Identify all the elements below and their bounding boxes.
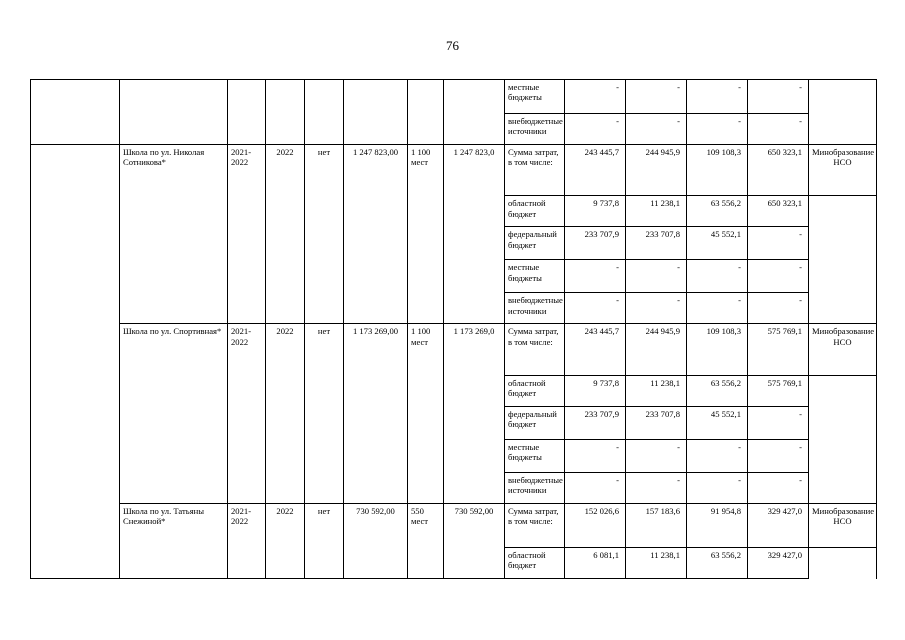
value-2021: - (626, 80, 687, 114)
value-2021: - (626, 293, 687, 324)
value-2022: 45 552,1 (687, 406, 748, 439)
value-total: 575 769,1 (748, 324, 809, 376)
value-2022: 45 552,1 (687, 227, 748, 260)
flag: нет (305, 503, 344, 578)
funding-source: Сумма затрат, в том числе: (505, 324, 565, 376)
year: 2022 (266, 144, 305, 323)
owner: Минобразование НСО (809, 144, 877, 196)
cost: 1 247 823,00 (344, 144, 408, 323)
owner-empty (809, 547, 877, 578)
period: 2021-2022 (228, 324, 266, 503)
year: 2022 (266, 324, 305, 503)
period: 2021-2022 (228, 144, 266, 323)
owner: Минобразование НСО (809, 503, 877, 547)
flag (305, 80, 344, 145)
owner-empty (809, 375, 877, 406)
value-2020: 6 081,1 (565, 547, 626, 578)
owner-empty (809, 439, 877, 472)
value-2020: 152 026,6 (565, 503, 626, 547)
value-2021: 11 238,1 (626, 196, 687, 227)
value-total: 329 427,0 (748, 547, 809, 578)
value-2020: - (565, 472, 626, 503)
funding-source: областной бюджет (505, 547, 565, 578)
value-2021: 11 238,1 (626, 547, 687, 578)
owner-empty (809, 406, 877, 439)
value-2022: 109 108,3 (687, 324, 748, 376)
value-2022: 63 556,2 (687, 196, 748, 227)
value-total: - (748, 439, 809, 472)
funding-source: внебюджетные источники (505, 114, 565, 145)
value-2022: 91 954,8 (687, 503, 748, 547)
cost (344, 80, 408, 145)
funding-source: федеральный бюджет (505, 227, 565, 260)
amount: 1 247 823,0 (444, 144, 505, 323)
funding-source: федеральный бюджет (505, 406, 565, 439)
project-name (120, 80, 228, 145)
table-row (31, 80, 877, 114)
value-2021: 244 945,9 (626, 144, 687, 196)
value-2020: 9 737,8 (565, 196, 626, 227)
value-2021: 11 238,1 (626, 375, 687, 406)
value-2021: - (626, 114, 687, 145)
value-total: - (748, 260, 809, 293)
value-2022: - (687, 472, 748, 503)
value-2021: 233 707,8 (626, 406, 687, 439)
value-total: - (748, 293, 809, 324)
project-name: Школа по ул. Татьяны Снежиной* (120, 503, 228, 578)
table-row (31, 144, 877, 196)
value-2020: - (565, 439, 626, 472)
value-2022: - (687, 293, 748, 324)
value-2021: - (626, 439, 687, 472)
value-2021: - (626, 260, 687, 293)
value-total: - (748, 227, 809, 260)
value-2021: - (626, 472, 687, 503)
period: 2021-2022 (228, 503, 266, 578)
value-2020: 233 707,9 (565, 227, 626, 260)
owner-empty (809, 293, 877, 324)
value-total: - (748, 406, 809, 439)
funding-source: внебюджетные источники (505, 293, 565, 324)
funding-source: местные бюджеты (505, 260, 565, 293)
value-total: 650 323,1 (748, 144, 809, 196)
value-2020: - (565, 260, 626, 293)
value-2022: - (687, 114, 748, 145)
value-2020: 9 737,8 (565, 375, 626, 406)
funding-source: Сумма затрат, в том числе: (505, 503, 565, 547)
value-2020: - (565, 80, 626, 114)
value-total: - (748, 114, 809, 145)
investment-table (30, 79, 877, 579)
owner-empty (809, 196, 877, 227)
period (228, 80, 266, 145)
value-2021: 233 707,8 (626, 227, 687, 260)
value-2022: 109 108,3 (687, 144, 748, 196)
funding-source: Сумма затрат, в том числе: (505, 144, 565, 196)
value-2022: - (687, 439, 748, 472)
value-total: 650 323,1 (748, 196, 809, 227)
year: 2022 (266, 503, 305, 578)
flag: нет (305, 324, 344, 503)
value-2021: 244 945,9 (626, 324, 687, 376)
value-2020: - (565, 293, 626, 324)
owner-empty (809, 472, 877, 503)
capacity (408, 80, 444, 145)
value-2022: 63 556,2 (687, 375, 748, 406)
funding-source: областной бюджет (505, 375, 565, 406)
capacity: 550 мест (408, 503, 444, 578)
owner-empty (809, 227, 877, 260)
funding-source: местные бюджеты (505, 439, 565, 472)
value-total: - (748, 472, 809, 503)
project-name: Школа по ул. Николая Сотникова* (120, 144, 228, 323)
cost: 1 173 269,00 (344, 324, 408, 503)
value-2022: - (687, 260, 748, 293)
value-2022: 63 556,2 (687, 547, 748, 578)
owner-empty (809, 260, 877, 293)
project-name: Школа по ул. Спортивная* (120, 324, 228, 503)
value-2021: 157 183,6 (626, 503, 687, 547)
year (266, 80, 305, 145)
value-2020: - (565, 114, 626, 145)
table-row (31, 503, 877, 547)
value-total: - (748, 80, 809, 114)
funding-source: внебюджетные источники (505, 472, 565, 503)
capacity: 1 100 мест (408, 324, 444, 503)
value-2020: 243 445,7 (565, 144, 626, 196)
value-2020: 243 445,7 (565, 324, 626, 376)
funding-source: областной бюджет (505, 196, 565, 227)
amount (444, 80, 505, 145)
value-total: 329 427,0 (748, 503, 809, 547)
capacity: 1 100 мест (408, 144, 444, 323)
value-2022: - (687, 80, 748, 114)
amount: 730 592,00 (444, 503, 505, 578)
amount: 1 173 269,0 (444, 324, 505, 503)
flag: нет (305, 144, 344, 323)
funding-source: местные бюджеты (505, 80, 565, 114)
value-2020: 233 707,9 (565, 406, 626, 439)
section-cell (31, 144, 120, 578)
owner (809, 80, 877, 145)
cost: 730 592,00 (344, 503, 408, 578)
owner: Минобразование НСО (809, 324, 877, 376)
value-total: 575 769,1 (748, 375, 809, 406)
section-cell (31, 80, 120, 145)
table-row (31, 324, 877, 376)
page-number: 76 (446, 38, 459, 53)
